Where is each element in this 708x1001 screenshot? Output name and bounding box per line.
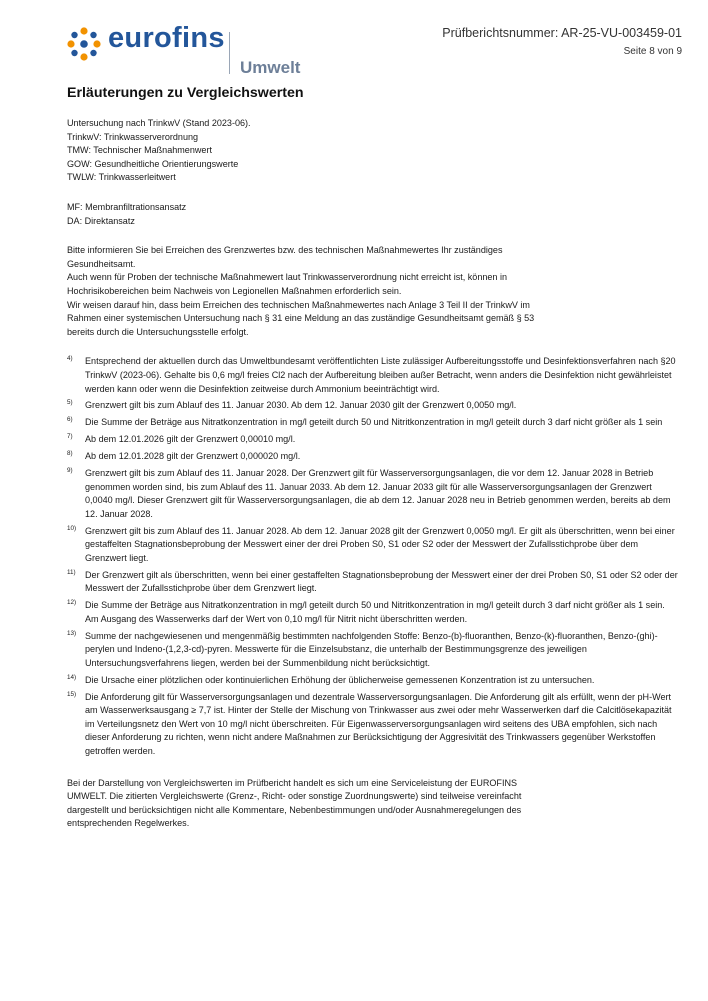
footnote-number: 14) (67, 673, 77, 681)
footnote-number: 5) (67, 399, 73, 407)
brand-name: eurofins (108, 22, 225, 54)
explanations-body (67, 117, 679, 831)
abbreviation-line: DA: Direktansatz (67, 215, 135, 226)
abbreviation-line: MF: Membranfiltrationsansatz (67, 201, 187, 212)
footnote-text: Der Grenzwert gilt als überschritten, wenn bei einer gestaffelten Stagnationsbeprobung der Messwert einer der drei Proben S0, S1 oder S2 oder der Messwert der Zufallsstichprobe über dem Grenzwert liegt. (85, 569, 678, 594)
footnote-number: 4) (67, 355, 73, 363)
footnote-number: 8) (67, 450, 73, 458)
footnote-item (67, 433, 679, 447)
notice-paragraph: Bitte informieren Sie bei Erreichen des Grenzwertes bzw. des technischen Maßnahmewertes Ihr zuständiges Gesundheitsamt. (67, 245, 503, 269)
disclaimer-paragraph: Bei der Darstellung von Vergleichswerten im Prüfbericht handelt es sich um eine Serviceleistung der EUROFINS UMWELT. Die zitierten Vergleichswerte (Grenz-, Richt- oder sonstige Zuordnungswerte) sind teilweise vereinfacht dargestellt und berücksichtigen nicht alle Kommentare, Nebenbestimmungen und/oder Ausnahmeregelungen des entsprechenden Regelwerkes. (67, 777, 522, 829)
footnote-number: 10) (67, 524, 77, 532)
footnote-text: Summe der nachgewiesenen und mengenmäßig bestimmten nachfolgenden Stoffe: Benzo-(b)-fluoranthen, Benzo-(k)-fluoranthen, Benzo-(ghi)-perylen und Indeno-(1,2,3-cd)-pyren. Messwerte für die Einzelsubstanz, die unterhalb der Bestimmungsgrenze des jeweiligen Untersuchungsverfahrens liegen, werden bei der Summenbildung nicht berücksichtigt. (85, 630, 658, 668)
footnote-item (67, 525, 679, 566)
division-name: Umwelt (240, 58, 301, 77)
footnote-number: 12) (67, 599, 77, 607)
abbreviation-line: TrinkwV: Trinkwasserverordnung (67, 131, 199, 142)
page-title: Erläuterungen zu Vergleichswerten (67, 85, 304, 101)
footnote-item (67, 355, 679, 396)
footnote-text: Ab dem 12.01.2026 gilt der Grenzwert 0,00010 mg/l. (85, 434, 296, 445)
method-abbreviation-list (67, 201, 679, 228)
notice-paragraph: Auch wenn für Proben der technische Maßnahmewert laut Trinkwasserverordnung nicht erreicht ist, können in Hochrisikobereichen beim Nachweis von Legionellen Maßnahmen erforderlich sein. (67, 272, 508, 296)
footnote-item (67, 691, 679, 759)
footnote-number: 11) (67, 568, 76, 576)
eurofins-logo (66, 22, 316, 82)
footnote-text: Grenzwert gilt bis zum Ablauf des 11. Januar 2028. Der Grenzwert gilt für Wasserversorgungsanlagen, die vor dem 12. Januar 2028 in Betrieb genommen worden sind, bis zum Ablauf des 11. Januar 2033. Ab dem 12. Januar 2033 gilt für alle Wasserversorgungsanlagen der Grenzwert 0,0040 mg/l. Dieser Grenzwert gilt für Wasserversorgungsanlagen, die ab dem 12. Januar 2028 neu in Betrieb genommen werden, bereits ab dem 12. Januar 2028. (85, 467, 671, 519)
footnote-text: Ab dem 12.01.2028 gilt der Grenzwert 0,000020 mg/l. (85, 451, 301, 462)
footnote-item (67, 467, 679, 521)
footnote-text: Grenzwert gilt bis zum Ablauf des 11. Januar 2030. Ab dem 12. Januar 2030 gilt der Grenzwert 0,0050 mg/l. (85, 400, 517, 411)
footnote-item (67, 630, 679, 671)
abbreviation-line: TMW: Technischer Maßnahmenwert (67, 145, 212, 156)
footnote-number: 15) (67, 690, 77, 698)
footnote-text: Die Summe der Beträge aus Nitratkonzentration in mg/l geteilt durch 50 und Nitritkonzentration in mg/l geteilt durch 3 darf nicht größer als 1 sein (85, 417, 663, 428)
footnote-number: 13) (67, 629, 77, 637)
footnote-item (67, 569, 679, 596)
footnote-text: Die Ursache einer plötzlichen oder kontinuierlichen Erhöhung der üblicherweise gemessenen Konzentration ist zu untersuchen. (85, 674, 595, 685)
report-number: Prüfberichtsnummer: AR-25-VU-003459-01 (442, 26, 682, 40)
footnote-number: 9) (67, 466, 73, 474)
logo-divider (229, 32, 230, 74)
footnote-number: 6) (67, 416, 73, 424)
footnote-item (67, 450, 679, 464)
abbreviation-line: Untersuchung nach TrinkwV (Stand 2023-06). (67, 118, 251, 128)
abbreviation-list (67, 117, 679, 185)
footnote-item (67, 399, 679, 413)
footnote-text: Die Summe der Beträge aus Nitratkonzentration in mg/l geteilt durch 50 und Nitritkonzentration in mg/l geteilt durch 3 darf nicht größer als 1 sein. Am Ausgang des Wasserwerks darf der Wert von 0,10 mg/l für Nitrit nicht überschritten werden. (85, 600, 665, 624)
footnote-text: Die Anforderung gilt für Wasserversorgungsanlagen und dezentrale Wasserversorgungsanlagen. Die Anforderung gilt als erfüllt, wenn der pH-Wert am Wasserwerksausgang ≥ 7,7 ist. Hinter der Stelle der Mischung von Trinkwasser aus zwei oder mehr Wasserwerken darf die Calcitlösekapazität im Verteilungsnetz den Wert von 10 mg/l nicht überschreiten. Für Eigenwasserversorgungsanlagen wird seitens des UBA empfohlen, sich nach dieser Anforderung zu richten, wenn nicht andere Maßnahmen zur Berücksichtigung der Aggresivität des Trinkwassers gegenüber Werkstoffen getroffen werden. (85, 691, 672, 757)
footnote-text: Entsprechend der aktuellen durch das Umweltbundesamt veröffentlichten Liste zulässiger Aufbereitungsstoffe und Desinfektionsverfahren nach §20 TrinkwV (2023-06). Gehalte bis 0,6 mg/l freies Cl2 nach der Aufbereitung bleiben außer Betracht, wenn anders die Desinfektion nicht gewährleistet werden kann oder wenn die Desinfektion zeitweise durch Ammonium beeinträchtigt wird. (85, 356, 676, 394)
eurofins-dots-icon (66, 26, 102, 62)
abbreviation-line: TWLW: Trinkwasserleitwert (67, 172, 176, 183)
footnote-list (67, 355, 679, 758)
footnote-item (67, 674, 679, 688)
footnote-text: Grenzwert gilt bis zum Ablauf des 11. Januar 2028. Ab dem 12. Januar 2028 gilt der Grenzwert 0,0050 mg/l. Er gilt als überschritten, wenn bei einer gestaffelten Stagnationsbeprobung der Messwert einer der drei Proben S0, S1 oder S2 oder der Messwert der Zufallsstichprobe über dem Grenzwert liegt. (85, 525, 675, 563)
abbreviation-line: GOW: Gesundheitliche Orientierungswerte (67, 158, 239, 169)
footnote-item (67, 416, 679, 430)
footnote-item (67, 599, 679, 626)
page-number: Seite 8 von 9 (623, 46, 682, 57)
footnote-number: 7) (67, 433, 73, 441)
notice-paragraph: Wir weisen darauf hin, dass beim Erreichen des technischen Maßnahmewertes nach Anlage 3 Teil II der TrinkwV im Rahmen einer systemischen Untersuchung nach § 31 eine Meldung an das zuständige Gesundheitsamt gemäß § 53 bereits durch die Untersuchungsstelle erfolgt. (67, 299, 535, 337)
